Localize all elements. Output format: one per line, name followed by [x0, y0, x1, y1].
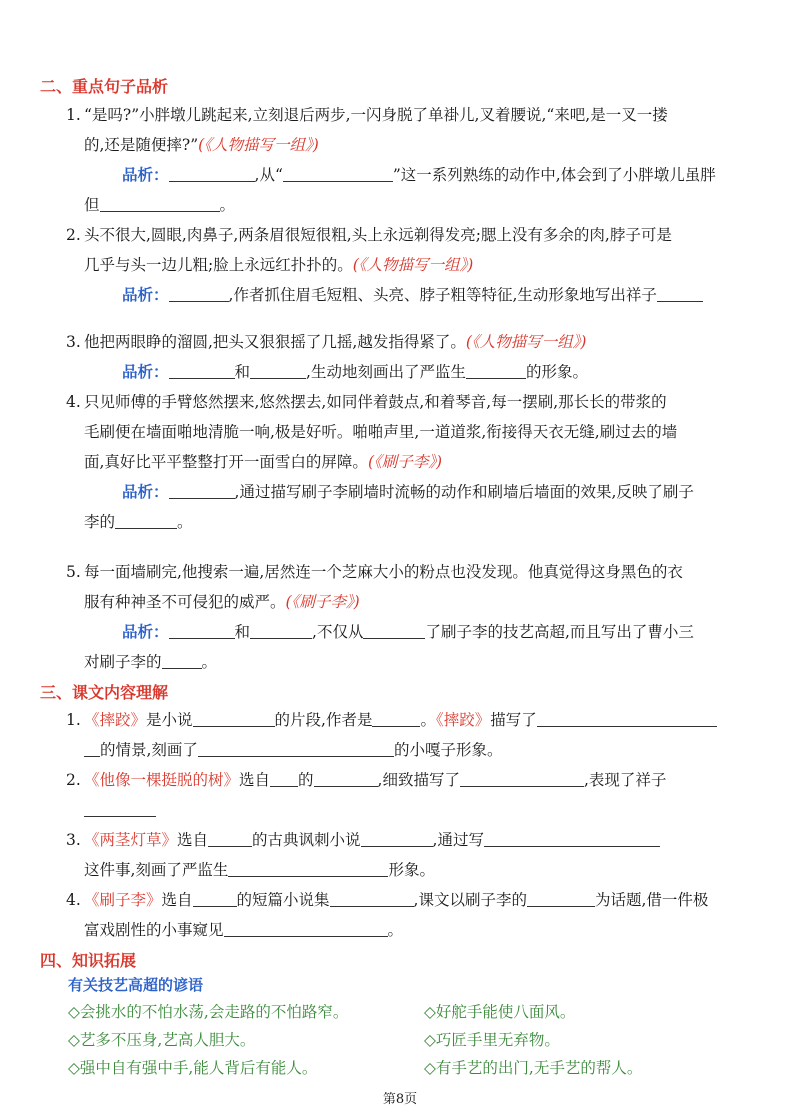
q1-source: (《人物描写一组》): [198, 136, 319, 154]
q3-line1: [66, 330, 586, 354]
q5-line2: [84, 590, 360, 614]
p4-number: 4.: [66, 891, 81, 909]
answer-blank[interactable]: [100, 195, 220, 212]
p2-number: 2.: [66, 771, 81, 789]
proverb-item: ◇强中自有强中手,能人背后有能人。: [68, 1059, 318, 1077]
answer-blank[interactable]: [169, 362, 235, 379]
answer-blank[interactable]: [169, 622, 235, 639]
answer-blank[interactable]: [657, 285, 703, 302]
answer-blank[interactable]: [460, 770, 584, 787]
q1-analysis-text-b: ”这一系列熟练的动作中,体会到了小胖墩儿虽胖: [392, 166, 716, 184]
p1-text-b: 的片段,作者是: [274, 711, 373, 729]
proverb-item: ◇会挑水的不怕水荡,会走路的不怕路窄。: [68, 1003, 349, 1021]
p3-title: 《两茎灯草》: [84, 831, 178, 849]
answer-blank[interactable]: [527, 890, 595, 907]
q3-analysis-text-a: 和: [234, 363, 251, 381]
p3-number: 3.: [66, 831, 81, 849]
proverbs-heading: 有关技艺高超的谚语: [68, 976, 204, 994]
answer-blank[interactable]: [193, 890, 237, 907]
answer-blank[interactable]: [162, 652, 202, 669]
answer-blank[interactable]: [208, 830, 252, 847]
q3-text-1: 他把两眼睁的溜圆,把头又狠狠摇了几摇,越发指得紧了。: [84, 333, 466, 351]
q5-analysis-text-a: 和: [234, 623, 251, 641]
answer-blank[interactable]: [115, 512, 177, 529]
q2-number: 2.: [66, 226, 81, 244]
q4-line3: [84, 450, 442, 474]
answer-blank[interactable]: [330, 890, 414, 907]
q4-text-3: 面,真好比平平整整打开一面雪白的屏障。: [84, 453, 368, 471]
answer-blank[interactable]: [361, 830, 433, 847]
answer-blank[interactable]: [363, 622, 425, 639]
p4-text-d: 为话题,借一件极: [594, 891, 709, 909]
answer-blank[interactable]: [169, 482, 235, 499]
q4-line1: [66, 390, 667, 414]
p4-text-a: 选自: [161, 891, 193, 909]
q5-source: (《刷子李》): [285, 593, 360, 611]
q4-text-1: 只见师傅的手臂悠然摆来,悠然摆去,如同伴着鼓点,和着琴音,每一摆刷,那长长的带浆的: [84, 393, 667, 411]
q4-line2: 毛刷便在墙面啪地清脆一响,极是好听。啪啪声里,一道道浆,衔接得天衣无缝,刷过去的墙: [84, 423, 678, 441]
answer-blank[interactable]: [169, 165, 255, 182]
q1-line1: [66, 103, 668, 127]
p4-line1: [66, 888, 708, 912]
answer-blank[interactable]: [193, 710, 275, 727]
proverb-item: ◇有手艺的出门,无手艺的帮人。: [424, 1059, 643, 1077]
p1-text-d: 描写了: [490, 711, 537, 729]
q2-line1: [66, 223, 672, 247]
q4-analysis-text-a: ,通过描写刷子李刷墙时流畅的动作和刷墙后墙面的效果,反映了刷子: [234, 483, 694, 501]
analysis-label: 品析：: [122, 363, 169, 381]
p3-line1: [66, 828, 660, 852]
p1-line2: [84, 738, 502, 762]
q1-analysis-text-d: 。: [219, 196, 236, 214]
analysis-label: 品析：: [122, 623, 169, 641]
answer-blank[interactable]: [484, 830, 660, 847]
answer-blank[interactable]: [270, 770, 298, 787]
p2-line2: [84, 798, 156, 822]
q4-analysis-text-b: 李的: [84, 513, 116, 531]
q2-text-1: 头不很大,圆眼,肉鼻子,两条眉很短很粗,头上永远剃得发亮;腮上没有多余的肉,脖子可是: [84, 226, 672, 244]
q2-line2: [84, 253, 473, 277]
p3-text-a: 选自: [177, 831, 209, 849]
p2-line1: [66, 768, 666, 792]
answer-blank[interactable]: [283, 165, 393, 182]
answer-blank[interactable]: [372, 710, 420, 727]
p2-text-d: ,表现了祥子: [583, 771, 667, 789]
q2-analysis-line: [122, 283, 703, 307]
p2-text-c: ,细致描写了: [377, 771, 460, 789]
q4-analysis-text-c: 。: [177, 513, 193, 531]
q1-analysis-text-c: 但: [84, 196, 100, 214]
q5-analysis-text-e: 。: [201, 653, 218, 671]
answer-blank[interactable]: [84, 740, 100, 757]
p1-title-2: 《摔跤》: [435, 711, 491, 729]
analysis-label: 品析：: [122, 166, 169, 184]
p3-line2: [84, 858, 435, 882]
q5-number: 5.: [66, 563, 81, 581]
p3-text-e: 形象。: [388, 861, 435, 879]
q5-analysis-text-c: 了刷子李的技艺高超,而且写出了曹小三: [425, 623, 694, 641]
answer-blank[interactable]: [198, 740, 394, 757]
p4-line2: [84, 918, 403, 942]
answer-blank[interactable]: [314, 770, 378, 787]
proverb-item: ◇艺多不压身,艺高人胆大。: [68, 1031, 256, 1049]
answer-blank[interactable]: [466, 362, 526, 379]
p2-text-b: 的: [298, 771, 314, 789]
q5-analysis-text-d: 对刷子李的: [84, 653, 162, 671]
p2-text-a: 选自: [239, 771, 271, 789]
section-title-text-comprehension: 三、课文内容理解: [40, 683, 169, 702]
proverb-item: ◇好舵手能使八面风。: [424, 1003, 576, 1021]
p2-title: 《他像一棵挺脱的树》: [84, 771, 240, 789]
page-number: 第8页: [382, 1092, 418, 1107]
q1-number: 1.: [66, 106, 81, 124]
analysis-label: 品析：: [122, 286, 169, 304]
q1-analysis-line1: [122, 163, 716, 187]
p4-text-e: 富戏剧性的小事窥见: [84, 921, 224, 939]
p1-text-c: 。: [420, 711, 436, 729]
section-title-sentence-analysis: 二、重点句子品析: [40, 77, 169, 96]
q3-number: 3.: [66, 333, 81, 351]
p4-title: 《刷子李》: [84, 891, 162, 909]
section-title-knowledge-extension: 四、知识拓展: [40, 951, 137, 970]
q2-analysis-text: ,作者抓住眉毛短粗、头亮、脖子粗等特征,生动形象地写出祥子: [228, 286, 657, 304]
p3-text-b: 的古典讽刺小说: [252, 831, 361, 849]
q1-text-1: “是吗?”小胖墩儿跳起来,立刻退后两步,一闪身脱了单褂儿,叉着腰说,“来吧,是一叉一搂: [84, 106, 668, 124]
p4-text-f: 。: [387, 921, 404, 939]
answer-blank[interactable]: [250, 622, 312, 639]
p3-text-c: ,通过写: [432, 831, 484, 849]
q4-analysis-line2: [84, 510, 193, 534]
answer-blank[interactable]: [250, 362, 306, 379]
p1-line1: [66, 708, 717, 732]
q5-text-1: 每一面墙刷完,他搜索一遍,居然连一个芝麻大小的粉点也没发现。他真觉得这身黑色的衣: [84, 563, 683, 581]
q4-number: 4.: [66, 393, 81, 411]
q2-source: (《人物描写一组》): [352, 256, 474, 274]
q5-line1: [66, 560, 683, 584]
p1-text-a: 是小说: [146, 711, 193, 729]
q5-text-2: 服有种神圣不可侵犯的威严。: [84, 593, 286, 611]
p1-title: 《摔跤》: [84, 711, 147, 729]
answer-blank[interactable]: [537, 710, 717, 727]
q3-analysis-text-c: 的形象。: [525, 363, 588, 381]
q4-source: (《刷子李》): [367, 453, 443, 471]
q5-analysis-line2: [84, 650, 217, 674]
p1-text-e: 的情景,刻画了: [100, 741, 198, 759]
answer-blank[interactable]: [84, 800, 156, 817]
p4-text-c: ,课文以刷子李的: [413, 891, 527, 909]
answer-blank[interactable]: [228, 860, 388, 877]
answer-blank[interactable]: [224, 920, 388, 937]
q3-source: (《人物描写一组》): [465, 333, 587, 351]
q1-analysis-line2: [84, 193, 235, 217]
proverb-item: ◇巧匠手里无弃物。: [424, 1031, 560, 1049]
p1-number: 1.: [66, 711, 81, 729]
q3-analysis-line: [122, 360, 588, 384]
p3-text-d: 这件事,刻画了严监生: [84, 861, 229, 879]
p1-text-f: 的小嘎子形象。: [393, 741, 503, 759]
q1-line2: [84, 133, 319, 157]
q3-analysis-text-b: ,生动地刻画出了严监生: [306, 363, 466, 381]
q5-analysis-text-b: ,不仅从: [312, 623, 364, 641]
analysis-label: 品析：: [122, 483, 169, 501]
q2-text-2: 几乎与头一边儿粗;脸上永远红扑扑的。: [84, 256, 353, 274]
q1-analysis-text-a: ,从“: [254, 166, 283, 184]
q4-analysis-line1: [122, 480, 694, 504]
p4-text-b: 的短篇小说集: [236, 891, 330, 909]
answer-blank[interactable]: [169, 285, 229, 302]
q5-analysis-line1: [122, 620, 694, 644]
q1-text-2: 的,还是随便摔?”: [84, 136, 199, 154]
